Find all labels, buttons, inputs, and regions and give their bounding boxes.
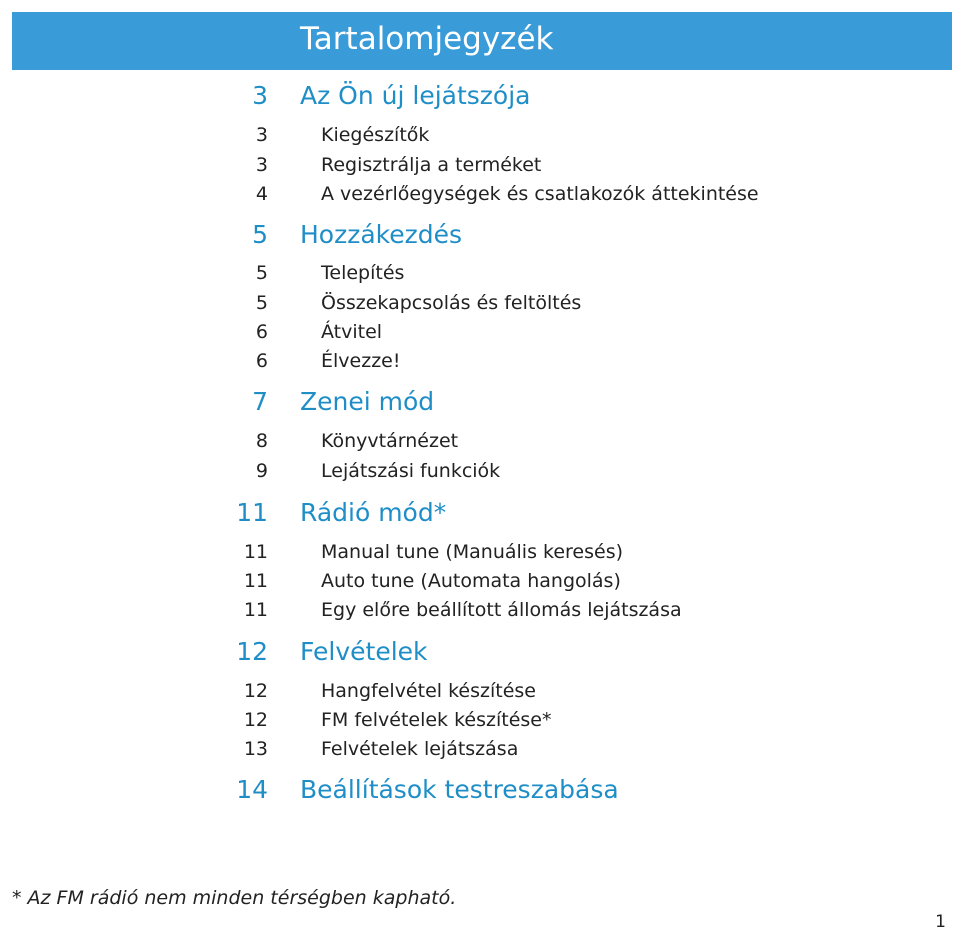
toc-item-title: Élvezze! (321, 350, 401, 372)
toc-page-number: 11 (236, 498, 268, 527)
page-number: 1 (935, 912, 946, 932)
toc-item-title: Regisztrálja a terméket (321, 154, 542, 176)
toc-page-number: 12 (243, 680, 268, 702)
toc-page-number: 6 (255, 321, 268, 343)
toc-section-title: Az Ön új lejátszója (300, 81, 531, 110)
page-title: Tartalomjegyzék (300, 21, 554, 57)
footnote: * Az FM rádió nem minden térségben kapható. (12, 887, 457, 909)
toc-page-number: 11 (243, 570, 268, 592)
header-bar (12, 12, 952, 70)
toc-item-title: Felvételek lejátszása (321, 738, 519, 760)
toc-page-number: 12 (243, 709, 268, 731)
toc-page-number: 8 (255, 430, 268, 452)
toc-section-title: Zenei mód (300, 387, 435, 416)
toc-item-title: Telepítés (321, 262, 405, 284)
toc-page-number: 7 (252, 387, 268, 416)
toc-item-title: Átvitel (321, 321, 383, 343)
toc-page-number: 13 (243, 738, 268, 760)
toc-section-title: Felvételek (300, 637, 428, 666)
toc-section-title: Hozzákezdés (300, 220, 463, 249)
toc-item-title: Auto tune (Automata hangolás) (321, 570, 621, 592)
toc-section-title: Rádió mód* (300, 498, 447, 527)
toc-page-number: 5 (255, 292, 268, 314)
toc-item-title: Egy előre beállított állomás lejátszása (321, 599, 682, 621)
toc-item-title: Összekapcsolás és feltöltés (321, 292, 582, 314)
toc-item-title: Hangfelvétel készítése (321, 680, 536, 702)
toc-page-number: 3 (252, 81, 268, 110)
toc-page-number: 9 (255, 460, 268, 482)
toc-page-number: 5 (255, 262, 268, 284)
toc-item-title: FM felvételek készítése* (321, 709, 552, 731)
toc-page-number: 6 (255, 350, 268, 372)
toc-page-number: 3 (255, 154, 268, 176)
toc-item-title: Kiegészítők (321, 124, 430, 146)
toc-item-title: Manual tune (Manuális keresés) (321, 541, 624, 563)
toc-item-title: A vezérlőegységek és csatlakozók áttekintése (321, 183, 759, 205)
toc-page-number: 14 (236, 775, 268, 804)
toc-section-title: Beállítások testreszabása (300, 775, 619, 804)
toc-page-number: 5 (252, 220, 268, 249)
toc-item-title: Könyvtárnézet (321, 430, 459, 452)
toc-page-number: 12 (236, 637, 268, 666)
toc-page-number: 11 (243, 599, 268, 621)
toc-page-number: 4 (255, 183, 268, 205)
toc-page-number: 11 (243, 541, 268, 563)
toc-item-title: Lejátszási funkciók (321, 460, 501, 482)
toc-page-number: 3 (255, 124, 268, 146)
